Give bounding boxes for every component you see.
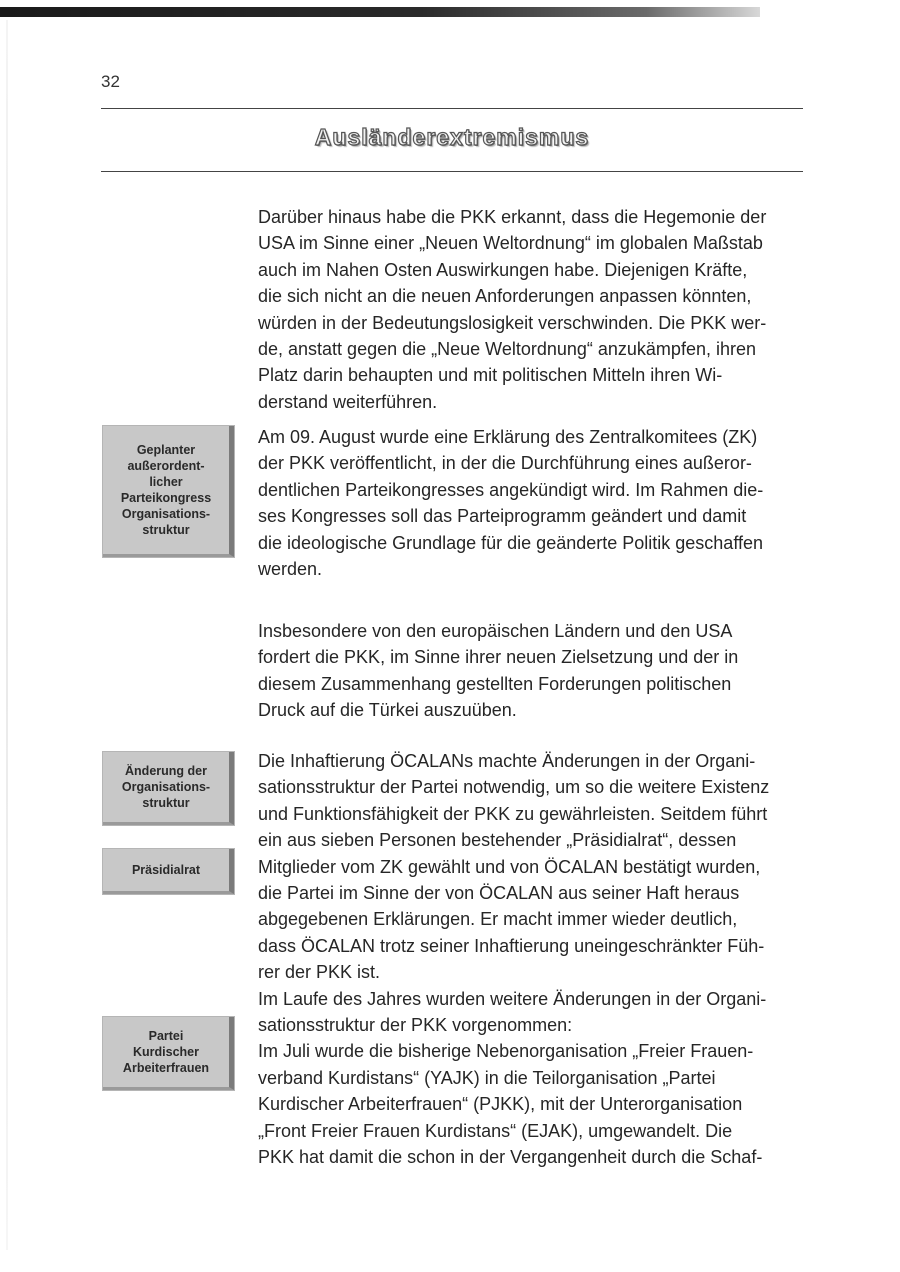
text-line: Darüber hinaus habe die PKK erkannt, dass die Hegemonie der xyxy=(258,207,767,227)
text-line: dass ÖCALAN trotz seiner Inhaftierung uneingeschränkter Füh- xyxy=(258,935,765,956)
text-line: Die Inhaftierung ÖCALANs machte Änderungen in der Organi- xyxy=(258,751,756,771)
text-line: ses Kongresses soll das Parteiprogramm geändert und damit xyxy=(258,506,747,527)
text-line: sationsstruktur der PKK vorgenommen: xyxy=(258,1015,573,1036)
margin-note-line: struktur xyxy=(142,523,190,537)
text-line: werden. xyxy=(258,559,323,580)
margin-note-line: Organisations- xyxy=(121,780,211,794)
paragraph-organisationsstruktur xyxy=(258,748,808,1171)
margin-note-parteikongress xyxy=(103,426,234,557)
margin-note-line: Organisations- xyxy=(121,507,211,521)
paragraph-hegemonie xyxy=(258,204,808,415)
top-scan-bar xyxy=(0,7,760,17)
text-line: dentlichen Parteikongresses angekündigt wird. Im Rahmen die- xyxy=(258,479,764,500)
header-rule-bottom xyxy=(101,171,803,172)
text-line: der PKK veröffentlicht, in der die Durchführung eines außeror- xyxy=(258,453,752,474)
text-line: Platz darin behaupten und mit politischen Mitteln ihren Wi- xyxy=(258,365,723,386)
margin-note-line: Präsidialrat xyxy=(131,863,201,877)
margin-note-organisationsstruktur xyxy=(103,752,234,825)
text-line: Kurdischer Arbeiterfrauen“ (PJKK), mit der Unterorganisation xyxy=(258,1094,743,1115)
margin-note-line: Parteikongress xyxy=(120,491,212,505)
margin-note-line: Partei xyxy=(148,1029,184,1043)
text-line: verband Kurdistans“ (YAJK) in die Teilorganisation „Partei xyxy=(258,1067,716,1088)
text-line: ein aus sieben Personen bestehender „Präsidialrat“, dessen xyxy=(258,830,737,851)
margin-note-line: Änderung der xyxy=(125,764,207,778)
text-line: derstand weiterführen. xyxy=(258,391,438,412)
text-line: Mitglieder vom ZK gewählt und von ÖCALAN bestätigt wurden, xyxy=(258,856,761,877)
chapter-title: Ausländerextremismus xyxy=(314,124,590,150)
margin-note-text xyxy=(132,862,200,878)
text-line: diesem Zusammenhang gestellten Forderungen politischen xyxy=(258,673,732,694)
margin-note-partei-kurdischer-arbeiterfrauen xyxy=(103,1017,234,1090)
text-line: USA im Sinne einer „Neuen Weltordnung“ im globalen Maßstab xyxy=(258,233,763,254)
margin-note-line: Arbeiterfrauen xyxy=(122,1061,210,1075)
text-line: würden in der Bedeutungslosigkeit verschwinden. Die PKK wer- xyxy=(258,312,767,333)
text-line: und Funktionsfähigkeit der PKK zu gewährleisten. Seitdem führt xyxy=(258,803,768,824)
text-line: Druck auf die Türkei auszuüben. xyxy=(258,700,517,721)
margin-note-line: Kurdischer xyxy=(132,1045,199,1059)
margin-note-praesidialrat xyxy=(103,849,234,894)
text-line: „Front Freier Frauen Kurdistans“ (EJAK), umgewandelt. Die xyxy=(258,1120,733,1141)
text-line: Im Juli wurde die bisherige Nebenorganisation „Freier Frauen- xyxy=(258,1041,754,1062)
page-edge-shadow xyxy=(6,20,8,1250)
margin-note-text xyxy=(121,442,211,538)
margin-note-line: struktur xyxy=(142,796,190,810)
text-line: die Partei im Sinne der von ÖCALAN aus seiner Haft heraus xyxy=(258,883,740,904)
paragraph-forderungen xyxy=(258,618,808,724)
margin-note-text xyxy=(123,1028,209,1076)
text-line: die ideologische Grundlage für die geänderte Politik geschaffen xyxy=(258,532,764,553)
text-line: de, anstatt gegen die „Neue Weltordnung“ anzukämpfen, ihren xyxy=(258,339,756,360)
text-line: sationsstruktur der Partei notwendig, um so die weitere Existenz xyxy=(258,777,770,798)
text-line: abgegebenen Erklärungen. Er macht immer wieder deutlich, xyxy=(258,909,738,930)
page-number: 32 xyxy=(101,72,120,91)
margin-note-line: außerordent- xyxy=(127,459,205,473)
text-line: Insbesondere von den europäischen Ländern und den USA xyxy=(258,621,733,641)
margin-note-line: licher xyxy=(149,475,183,489)
margin-note-text xyxy=(122,763,210,811)
text-line: Im Laufe des Jahres wurden weitere Änderungen in der Organi- xyxy=(258,988,767,1009)
margin-note-line: Geplanter xyxy=(136,443,196,457)
text-line: rer der PKK ist. xyxy=(258,962,381,983)
paragraph-parteikongress xyxy=(258,424,808,582)
text-line: PKK hat damit die schon in der Vergangenheit durch die Schaf- xyxy=(258,1147,763,1168)
header-rule-top xyxy=(101,108,803,109)
text-line: auch im Nahen Osten Auswirkungen habe. Diejenigen Kräfte, xyxy=(258,259,748,280)
text-line: die sich nicht an die neuen Anforderungen anpassen könnten, xyxy=(258,286,752,307)
text-line: Am 09. August wurde eine Erklärung des Zentralkomitees (ZK) xyxy=(258,427,758,447)
text-line: fordert die PKK, im Sinne ihrer neuen Zielsetzung und der in xyxy=(258,647,739,668)
